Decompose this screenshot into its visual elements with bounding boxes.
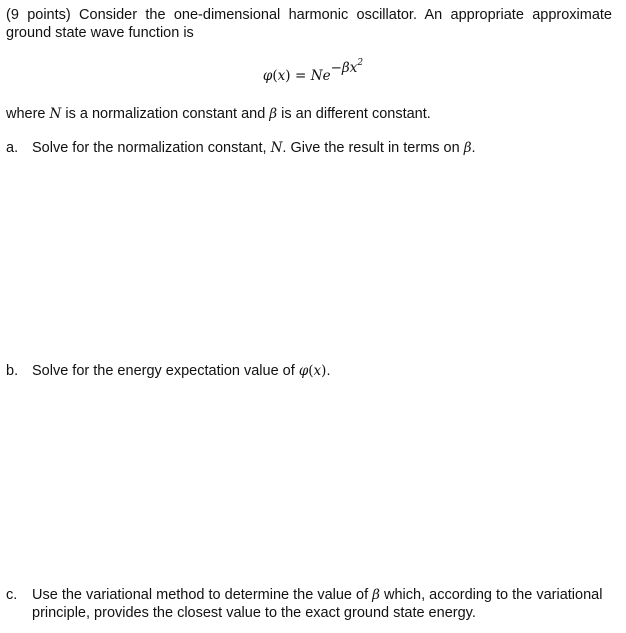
part-a-text: Solve for the normalization constant, N. Give the result in terms on β. (32, 140, 476, 156)
x-variable: x (277, 68, 286, 84)
exp-base: e (322, 68, 331, 84)
exponent-text: −βx (330, 60, 358, 77)
normalization-symbol: N (310, 68, 323, 84)
N-symbol: N (270, 140, 283, 156)
part-c-letter: c. (6, 587, 18, 603)
equals-sign: = (295, 68, 307, 84)
N-symbol: N (49, 106, 62, 122)
part-b-letter: b. (6, 363, 19, 379)
where-text-1: where (6, 106, 50, 122)
exponent-power: 2 (357, 57, 364, 68)
beta-symbol: β (269, 106, 278, 122)
intro-text: (9 points) Consider the one-dimensional harmonic oscillator. An appropriate approximate ground state wave function is (6, 7, 612, 41)
phi-symbol: φ (298, 363, 309, 379)
where-statement (6, 105, 612, 123)
x-variable: x (313, 363, 322, 379)
where-text-2: is a normalization constant and (61, 106, 270, 122)
phi-symbol: φ (262, 68, 273, 84)
exponent (330, 57, 364, 77)
problem-intro (6, 6, 612, 42)
beta-symbol: β (372, 587, 380, 603)
part-c-text: Use the variational method to determine the value of β which, according to the variational principle, provides the closest value to the exact ground state energy. (32, 587, 603, 621)
wave-function-equation: $\varphi(x) = Ne^{-\beta x^2}$ (262, 57, 364, 84)
beta-symbol: β (463, 140, 472, 156)
part-b-text: Solve for the energy expectation value of φ(x). (32, 363, 331, 379)
part-a-letter: a. (6, 140, 19, 156)
where-text-3: is an different constant. (277, 106, 431, 122)
